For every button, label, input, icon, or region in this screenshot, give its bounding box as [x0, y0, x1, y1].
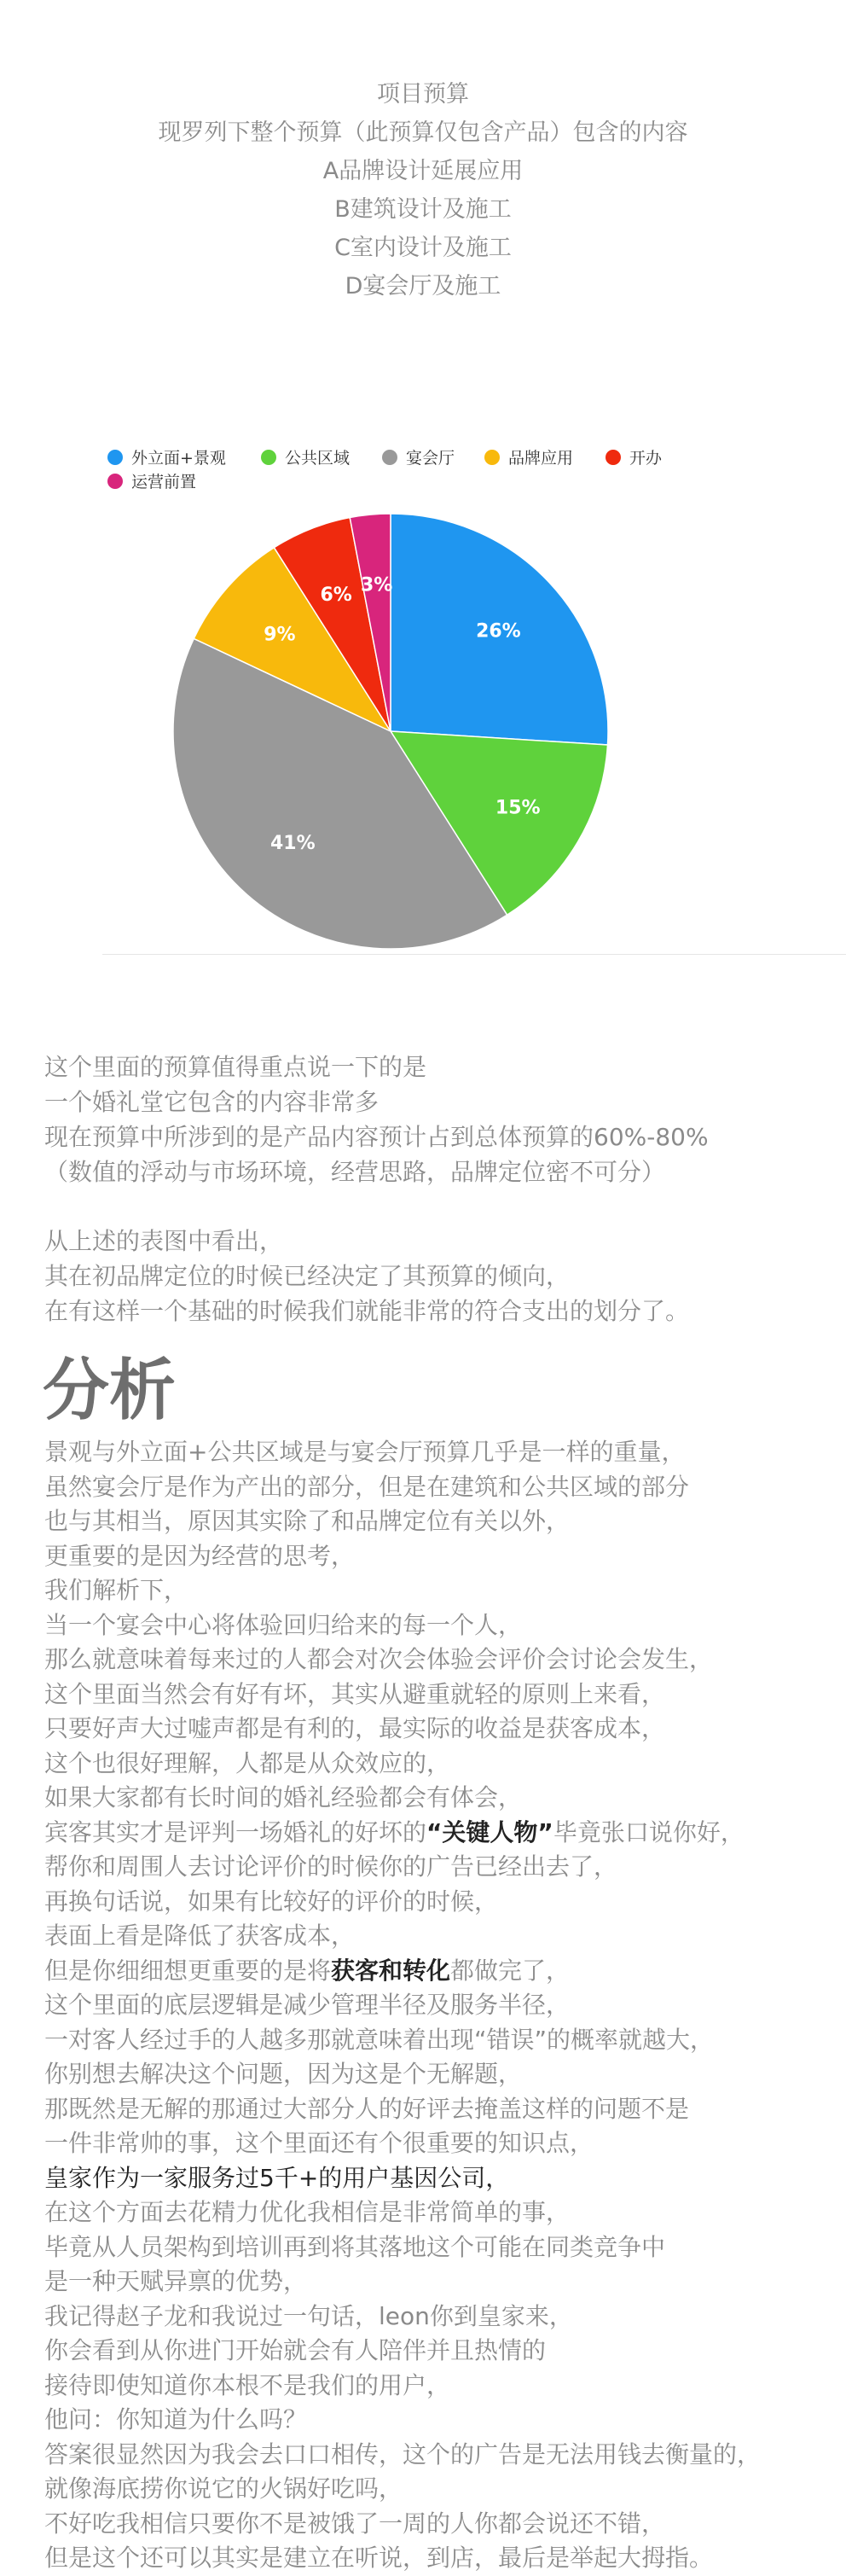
- text-line: 接待即使知道你本根不是我们的用户，: [44, 2370, 451, 2399]
- paragraph-spacer: [44, 1189, 709, 1224]
- legend-item: [484, 445, 573, 468]
- text-line: 这个里面的预算值得重点说一下的是: [44, 1053, 427, 1081]
- intro-line: 现罗列下整个预算（此预算仅包含产品）包含的内容: [158, 119, 688, 146]
- text-line: 这个里面的底层逻辑是减少管理半径及服务半径，: [44, 1991, 571, 2019]
- text-line: 这个也很好理解，人都是从众效应的，: [44, 1748, 451, 1777]
- text-line: 他问：你知道为什么吗？: [44, 2405, 308, 2434]
- legend-item: [606, 445, 662, 468]
- text-line: 是一种天赋异禀的优势，: [44, 2267, 308, 2295]
- highlight-line: 皇家作为一家服务过5千+的用户基因公司，: [44, 2163, 510, 2192]
- text-segment: 毕竟张口说你好，: [553, 1817, 745, 1846]
- text-line: 一件非常帅的事，这个里面还有个很重要的知识点，: [44, 2129, 594, 2157]
- text-line: 你会看到从你进门开始就会有人陪伴并且热情的: [44, 2336, 547, 2364]
- text-line: 那既然是无解的那通过大部分人的好评去掩盖这样的问题不是: [44, 2094, 690, 2123]
- legend-swatch: [606, 450, 621, 465]
- text-line: 其在初品牌定位的时候已经决定了其预算的倾向，: [44, 1262, 571, 1290]
- text-segment: 都做完了，: [450, 1956, 571, 1985]
- legend-label: 运营前置: [131, 473, 197, 491]
- text-line: [44, 1954, 761, 1989]
- section-heading: 分析: [43, 1352, 177, 1429]
- text-line: 就像海底捞你说它的火锅好吃吗，: [44, 2474, 403, 2503]
- text-line: 在有这样一个基础的时候我们就能非常的符合支出的划分了。: [44, 1297, 690, 1325]
- pie-label-5: 3%: [361, 574, 393, 596]
- text-line: 现在预算中所涉到的是产品内容预计占到总体预算的60%-80%: [44, 1123, 709, 1151]
- legend-label: 外立面+景观: [131, 449, 226, 468]
- text-line: 景观与外立面+公共区域是与宴会厅预算几乎是一样的重量，: [44, 1438, 686, 1466]
- intro-line: C室内设计及施工: [334, 235, 512, 261]
- divider: [102, 954, 846, 955]
- text-line: 在这个方面去花精力优化我相信是非常简单的事，: [44, 2198, 571, 2226]
- legend-item: [261, 445, 350, 468]
- text-line: （数值的浮动与市场环境，经营思路，品牌定位密不可分）: [44, 1158, 666, 1186]
- text-line: 我们解析下，: [44, 1576, 188, 1604]
- text-line: 只要好声大过嘘声都是有利的，最实际的收益是获客成本，: [44, 1714, 666, 1742]
- legend-item: [382, 445, 455, 468]
- text-line: [44, 1816, 761, 1851]
- text-segment: 宾客其实才是评判一场婚礼的好坏的: [44, 1817, 427, 1846]
- text-line: 再换句话说，如果有比较好的评价的时候，: [44, 1887, 499, 1916]
- pie-label-4: 6%: [320, 584, 352, 606]
- summary-text: [44, 1050, 709, 1329]
- highlight-text: “关键人物”: [426, 1817, 553, 1846]
- pie-label-3: 9%: [264, 624, 296, 646]
- legend-swatch: [107, 450, 123, 465]
- text-segment: 但是你细细想更重要的是将: [44, 1956, 332, 1985]
- text-line: 一对客人经过手的人越多那就意味着出现“错误”的概率就越大，: [44, 2025, 715, 2054]
- intro-text: [0, 75, 846, 305]
- pie-label-0: 26%: [476, 620, 521, 643]
- legend-item: [107, 469, 196, 492]
- text-line: 我记得赵子龙和我说过一句话，leon你到皇家来，: [44, 2301, 573, 2330]
- text-line: 你别想去解决这个问题，因为这是个无解题，: [44, 2060, 523, 2088]
- pie-label-2: 41%: [269, 833, 316, 855]
- pie-chart: [0, 503, 846, 981]
- legend-label: 公共区域: [285, 449, 351, 468]
- text-line: 答案很显然因为我会去口口相传，这个的广告是无法用钱去衡量的，: [44, 2439, 762, 2468]
- legend-label: 宴会厅: [406, 449, 455, 468]
- text-line: 虽然宴会厅是作为产出的部分，但是在建筑和公共区域的部分: [44, 1472, 690, 1501]
- text-line: 毕竟从人员架构到培训再到将其落地这个可能在同类竞争中: [44, 2232, 666, 2261]
- text-line: 一个婚礼堂它包含的内容非常多: [44, 1088, 380, 1116]
- legend-swatch: [261, 450, 276, 465]
- pie-label-1: 15%: [495, 797, 541, 819]
- text-line: 那么就意味着每来过的人都会对次会体验会评价会讨论会发生，: [44, 1645, 714, 1673]
- text-line: 表面上看是降低了获客成本，: [44, 1922, 356, 1950]
- text-line: 从上述的表图中看出，: [44, 1227, 284, 1255]
- text-line: 但是这个还可以其实是建立在听说，到店，最后是举起大拇指。: [44, 2544, 714, 2572]
- text-line: 也与其相当，原因其实除了和品牌定位有关以外，: [44, 1507, 571, 1535]
- text-line: 如果大家都有长时间的婚礼经验都会有体会，: [44, 1783, 523, 1811]
- legend-label: 品牌应用: [508, 449, 574, 468]
- text-line: 不好吃我相信只要你不是被饿了一周的人你都会说还不错，: [44, 2509, 666, 2538]
- intro-line: 项目预算: [377, 81, 469, 108]
- legend-swatch: [382, 450, 397, 465]
- highlight-text: 获客和转化: [331, 1956, 451, 1985]
- legend-label: 开办: [629, 449, 663, 468]
- intro-line: D宴会厅及施工: [345, 273, 501, 299]
- pie-chart-svg: [0, 503, 846, 981]
- intro-line: B建筑设计及施工: [334, 196, 512, 223]
- text-line: 更重要的是因为经营的思考，: [44, 1541, 356, 1570]
- text-line: 帮你和周围人去讨论评价的时候你的广告已经出去了，: [44, 1852, 618, 1881]
- text-line: 这个里面当然会有好有坏，其实从避重就轻的原则上来看，: [44, 1679, 666, 1708]
- text-line: 当一个宴会中心将体验回归给来的每一个人，: [44, 1610, 523, 1639]
- analysis-text: [44, 1435, 761, 2576]
- legend-item: [107, 445, 226, 468]
- legend-swatch: [107, 474, 123, 489]
- intro-line: A品牌设计延展应用: [322, 158, 524, 184]
- legend-swatch: [484, 450, 500, 465]
